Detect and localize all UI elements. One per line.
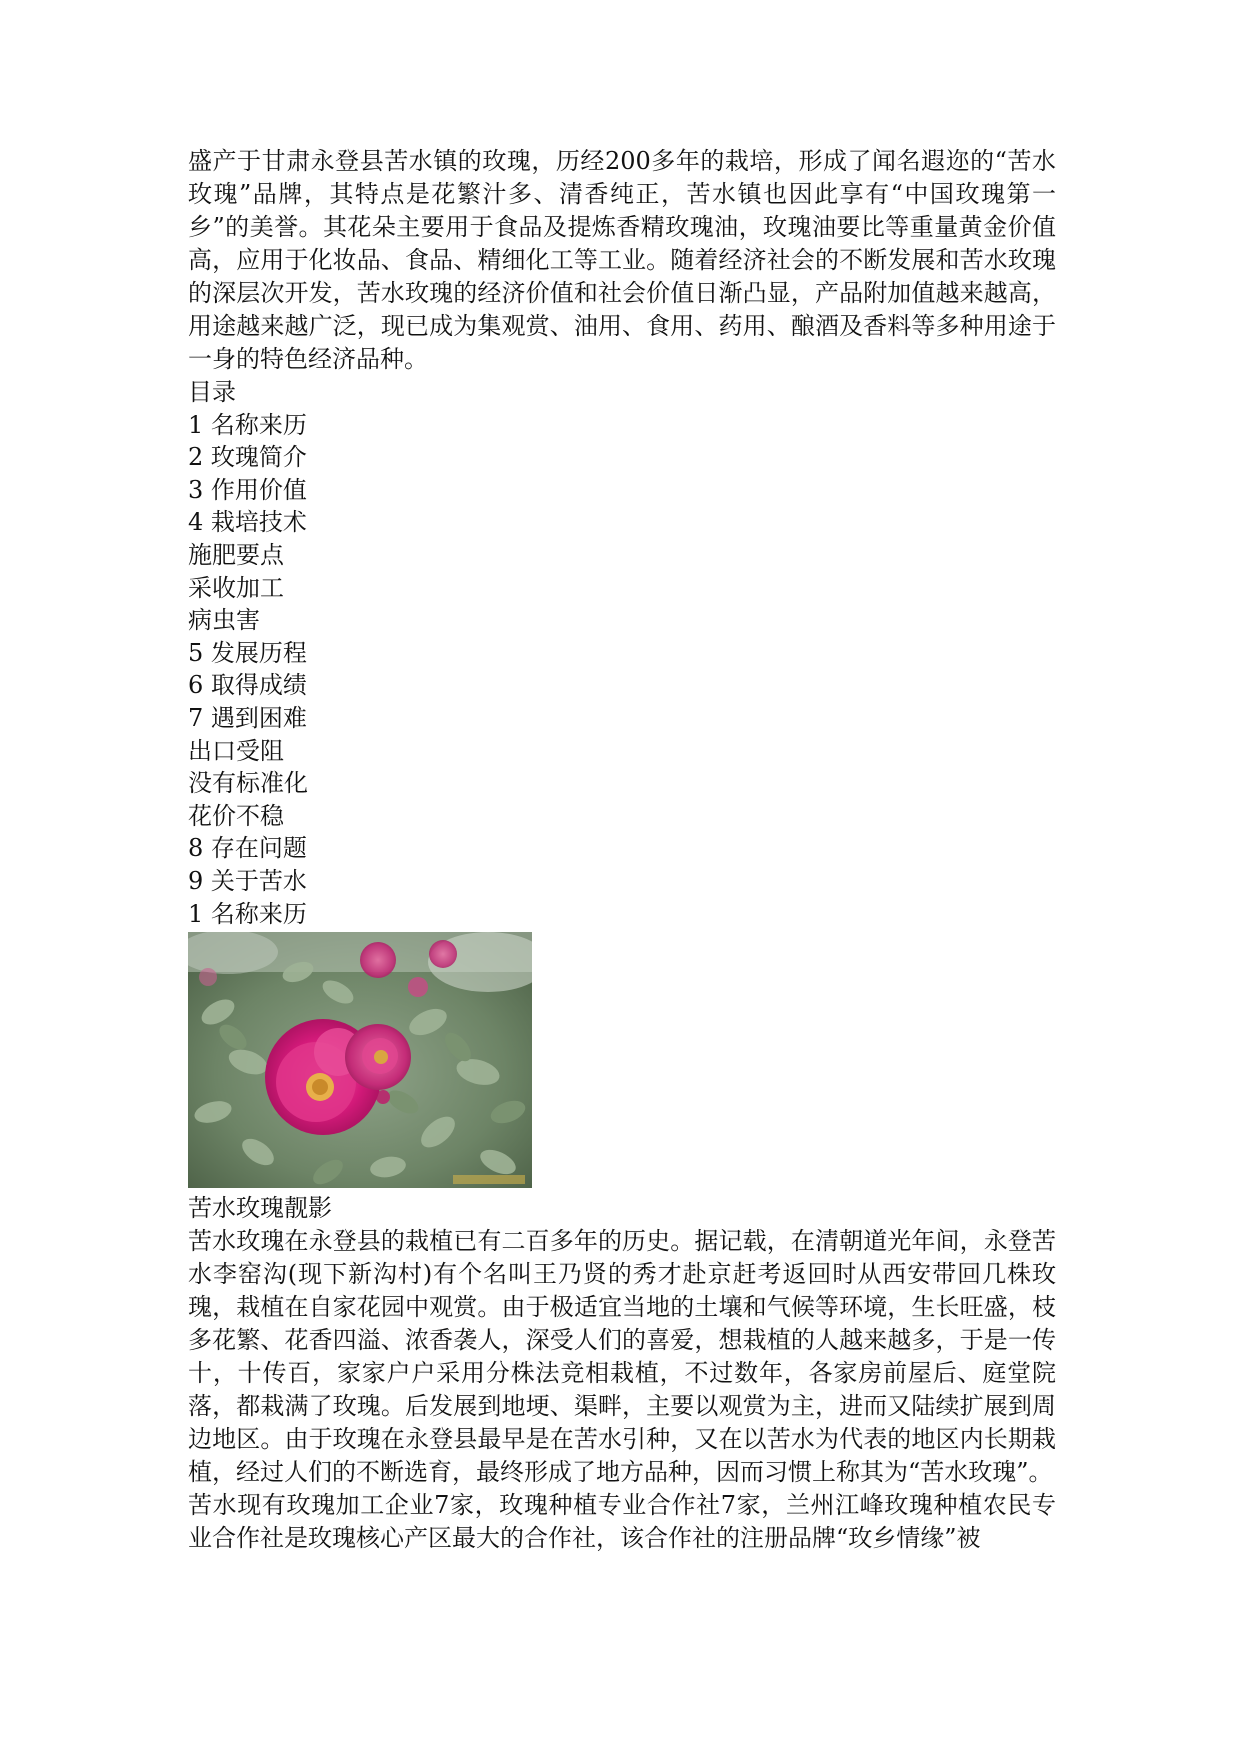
toc-item-7-1[interactable]: 出口受阻 [188,736,284,765]
toc-item-1[interactable]: 1 名称来历 [188,410,307,439]
cooperative-paragraph: 苦水现有玫瑰加工企业7家，玫瑰种植专业合作社7家，兰州江峰玫瑰种植农民专业合作社是玫瑰核心产区最大的合作社，该合作社的注册品牌“玫乡情缘”被 [188,1491,1056,1553]
toc-item-3[interactable]: 3 作用价值 [188,475,307,504]
toc-item-4[interactable]: 4 栽培技术 [188,508,307,537]
rose-photo [188,932,532,1188]
toc-item-4-2[interactable]: 采收加工 [188,573,284,602]
toc-item-6[interactable]: 6 取得成绩 [188,671,307,700]
toc-item-7-3[interactable]: 花价不稳 [188,801,284,830]
toc-item-8[interactable]: 8 存在问题 [188,834,307,863]
history-paragraph: 苦水玫瑰在永登县的栽植已有二百多年的历史。据记载，在清朝道光年间，永登苦水李窑沟(现下新沟村)有个名叫王乃贤的秀才赴京赶考返回时从西安带回几株玫瑰，栽植在自家花园中观赏。由于极适宜当地的土壤和气候等环境，生长旺盛，枝多花繁、花香四溢、浓香袭人，深受人们的喜爱，想栽植的人越来越多，于是一传十，十传百，家家户户采用分株法竞相栽植，不过数年，各家房前屋后、庭堂院落，都栽满了玫瑰。后发展到地埂、渠畔，主要以观赏为主，进而又陆续扩展到周边地区。由于玫瑰在永登县最早是在苦水引种，又在以苦水为代表的地区内长期栽植，经过人们的不断选育，最终形成了地方品种，因而习惯上称其为“苦水玫瑰”。 [188,1227,1056,1487]
document-page [188,145,1056,1555]
toc-item-2[interactable]: 2 玫瑰简介 [188,443,307,472]
toc-item-4-1[interactable]: 施肥要点 [188,540,284,569]
toc-item-7-2[interactable]: 没有标准化 [188,769,308,798]
intro-paragraph: 盛产于甘肃永登县苦水镇的玫瑰，历经200多年的栽培，形成了闻名遐迩的“苦水玫瑰”品牌，其特点是花繁汁多、清香纯正，苦水镇也因此享有“中国玫瑰第一乡”的美誉。其花朵主要用于食品及提炼香精玫瑰油，玫瑰油要比等重量黄金价值高，应用于化妆品、食品、精细化工等工业。随着经济社会的不断发展和苦水玫瑰的深层次开发，苦水玫瑰的经济价值和社会价值日渐凸显，产品附加值越来越高，用途越来越广泛，现已成为集观赏、油用、食用、药用、酿酒及香料等多种用途于一身的特色经济品种。 [188,147,1056,373]
toc-item-4-3[interactable]: 病虫害 [188,606,260,635]
table-of-contents [188,409,1056,898]
toc-item-5[interactable]: 5 发展历程 [188,638,307,667]
section-heading: 1 名称来历 [188,899,307,928]
toc-item-9[interactable]: 9 关于苦水 [188,866,307,895]
second-rose [345,1024,411,1090]
image-caption: 苦水玫瑰靓影 [188,1194,332,1223]
toc-item-7[interactable]: 7 遇到困难 [188,703,307,732]
toc-title: 目录 [188,378,236,406]
